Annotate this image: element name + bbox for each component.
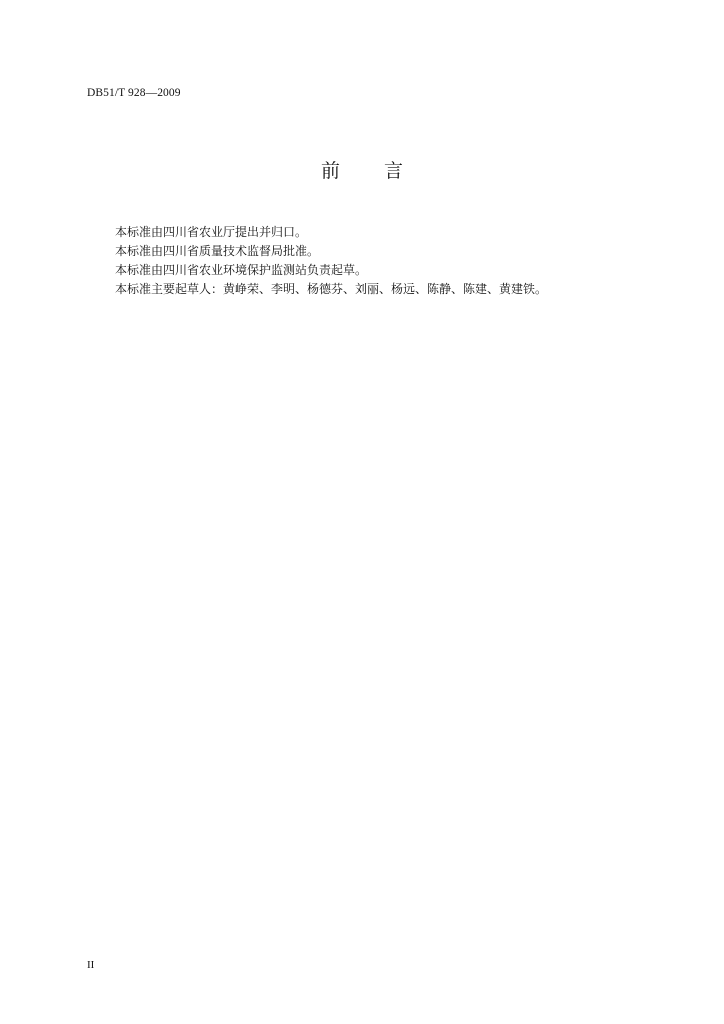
page-title — [0, 156, 724, 183]
foreword-line-authors: 本标准主要起草人：黄峥荣、李明、杨德芬、刘丽、杨远、陈静、陈建、黄建铁。 — [115, 282, 548, 296]
foreword-line-approver: 本标准由四川省质量技术监督局批准。 — [115, 244, 320, 258]
foreword-line-proposer: 本标准由四川省农业厅提出并归口。 — [115, 225, 308, 239]
foreword-body — [115, 223, 547, 299]
page-number: II — [87, 959, 95, 971]
title-char-1: 前 — [320, 160, 340, 182]
document-code: DB51/T 928—2009 — [87, 87, 181, 99]
foreword-line-drafter: 本标准由四川省农业环境保护监测站负责起草。 — [115, 263, 368, 277]
title-char-2: 言 — [384, 160, 404, 182]
